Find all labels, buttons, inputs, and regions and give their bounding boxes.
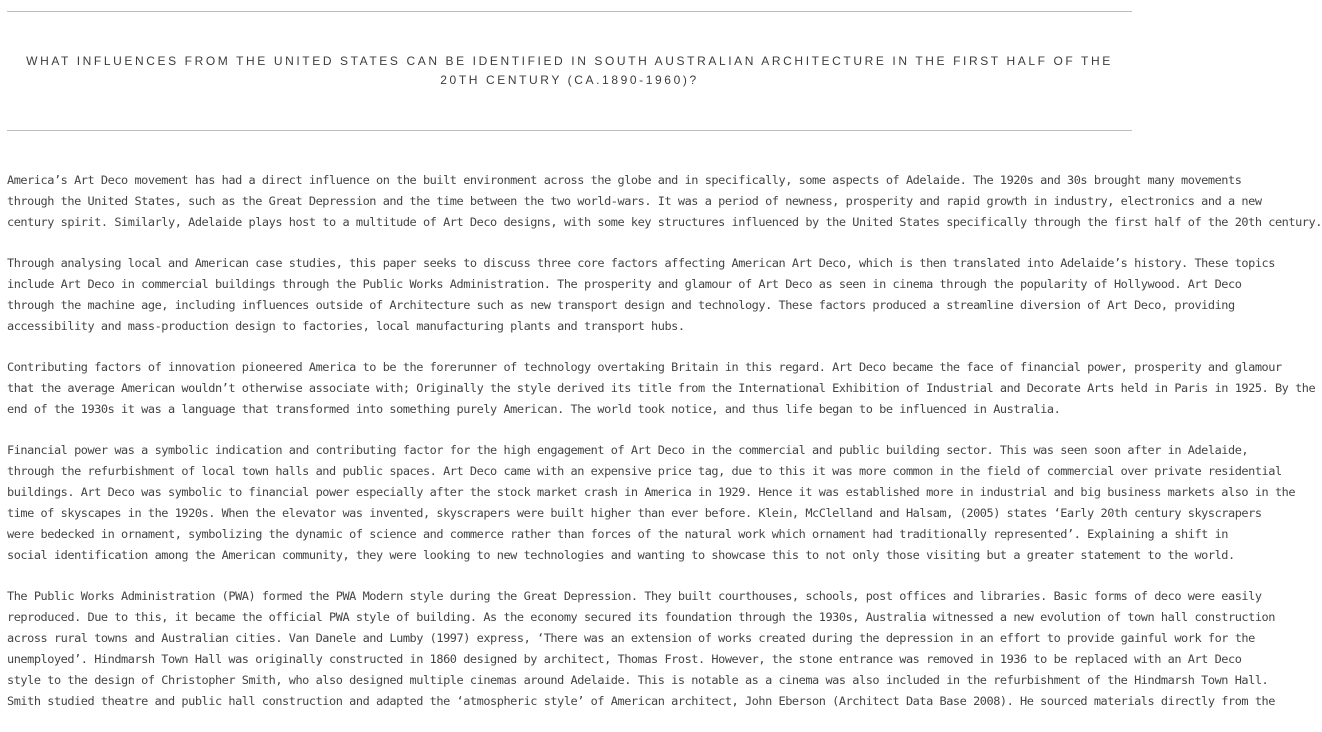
paragraph-2 (7, 253, 1275, 337)
text-line: social identification among the American community, they were looking to new technologies and wanting to showcase this to not only those visiting but a greater statement to the world. (7, 548, 1235, 562)
text-line: were bedecked in ornament, symbolizing the dynamic of science and commerce rather than forces of the natural work which ornament had traditionally represented’. Explaining a shift in (7, 527, 1228, 541)
text-line: The Public Works Administration (PWA) formed the PWA Modern style during the Great Depression. They built courthouses, schools, post offices and libraries. Basic forms of deco were easily (7, 589, 1262, 603)
text-line: through the refurbishment of local town halls and public spaces. Art Deco came with an expensive price tag, due to this it was more common in the field of commercial over private residential (7, 464, 1282, 478)
text-line: Smith studied theatre and public hall construction and adapted the ‘atmospheric style’ of American architect, John Eberson (Architect Data Base 2008). He sourced materials directly from the (7, 694, 1275, 708)
text-line: accessibility and mass-production design to factories, local manufacturing plants and transport hubs. (7, 319, 685, 333)
text-line: Contributing factors of innovation pioneered America to be the forerunner of technology overtaking Britain in this regard. Art Deco became the face of financial power, prosperity and glamour (7, 360, 1282, 374)
article-body (7, 170, 1322, 732)
text-line: unemployed’. Hindmarsh Town Hall was originally constructed in 1860 designed by architect, Thomas Frost. However, the stone entrance was removed in 1936 to be replaced with an Art Deco (7, 652, 1242, 666)
text-line: century spirit. Similarly, Adelaide plays host to a multitude of Art Deco designs, with some key structures influenced by the United States specifically through the first half of the 20th century. (7, 215, 1322, 229)
text-line: reproduced. Due to this, it became the official PWA style of building. As the economy secured its foundation through the 1930s, Australia witnessed a new evolution of town hall construction (7, 610, 1275, 624)
text-line: through the United States, such as the Great Depression and the time between the two world-wars. It was a period of newness, prosperity and rapid growth in industry, electronics and a new (7, 194, 1262, 208)
text-line: across rural towns and Australian cities. Van Danele and Lumby (1997) express, ‘There was an extension of works created during the depression in an effort to provide gainful work for the (7, 631, 1255, 645)
text-line: America’s Art Deco movement has had a direct influence on the built environment across the globe and in specifically, some aspects of Adelaide. The 1920s and 30s brought many movements (7, 173, 1242, 187)
text-line: Financial power was a symbolic indication and contributing factor for the high engagement of Art Deco in the commercial and public building sector. This was seen soon after in Adelaide, (7, 443, 1249, 457)
text-line: include Art Deco in commercial buildings through the Public Works Administration. The prosperity and glamour of Art Deco as seen in cinema through the popularity of Hollywood. Art Deco (7, 277, 1242, 291)
text-line: through the machine age, including influences outside of Architecture such as new transport design and technology. These factors produced a streamline diversion of Art Deco, providing (7, 298, 1235, 312)
top-divider (7, 11, 1132, 12)
text-line: that the average American wouldn’t otherwise associate with; Originally the style derived its title from the International Exhibition of Industrial and Decorate Arts held in Paris in 1925. By the (7, 381, 1316, 395)
paragraph-5 (7, 586, 1275, 712)
text-line: time of skyscapes in the 1920s. When the elevator was invented, skyscrapers were built higher than ever before. Klein, McClelland and Halsam, (2005) states ‘Early 20th century skyscrapers (7, 506, 1262, 520)
title-divider (7, 130, 1132, 131)
paragraph-3 (7, 357, 1316, 420)
text-line: end of the 1930s it was a language that transformed into something purely American. The world took notice, and thus life began to be influenced in Australia. (7, 402, 1061, 416)
page-title: WHAT INFLUENCES FROM THE UNITED STATES CAN BE IDENTIFIED IN SOUTH AUSTRALIAN ARCHITECTURE IN THE FIRST HALF OF THE 20TH CENTURY (CA.1890-1960)? (26, 54, 1113, 87)
text-line: Through analysing local and American case studies, this paper seeks to discuss three core factors affecting American Art Deco, which is then translated into Adelaide’s history. These topics (7, 256, 1275, 270)
text-line: buildings. Art Deco was symbolic to financial power especially after the stock market crash in America in 1929. Hence it was established more in industrial and big business markets also in the (7, 485, 1296, 499)
text-line: style to the design of Christopher Smith, who also designed multiple cinemas around Adelaide. This is notable as a cinema was also included in the refurbishment of the Hindmarsh Town Hall. (7, 673, 1269, 687)
paragraph-1 (7, 170, 1322, 233)
paragraph-4 (7, 440, 1296, 566)
